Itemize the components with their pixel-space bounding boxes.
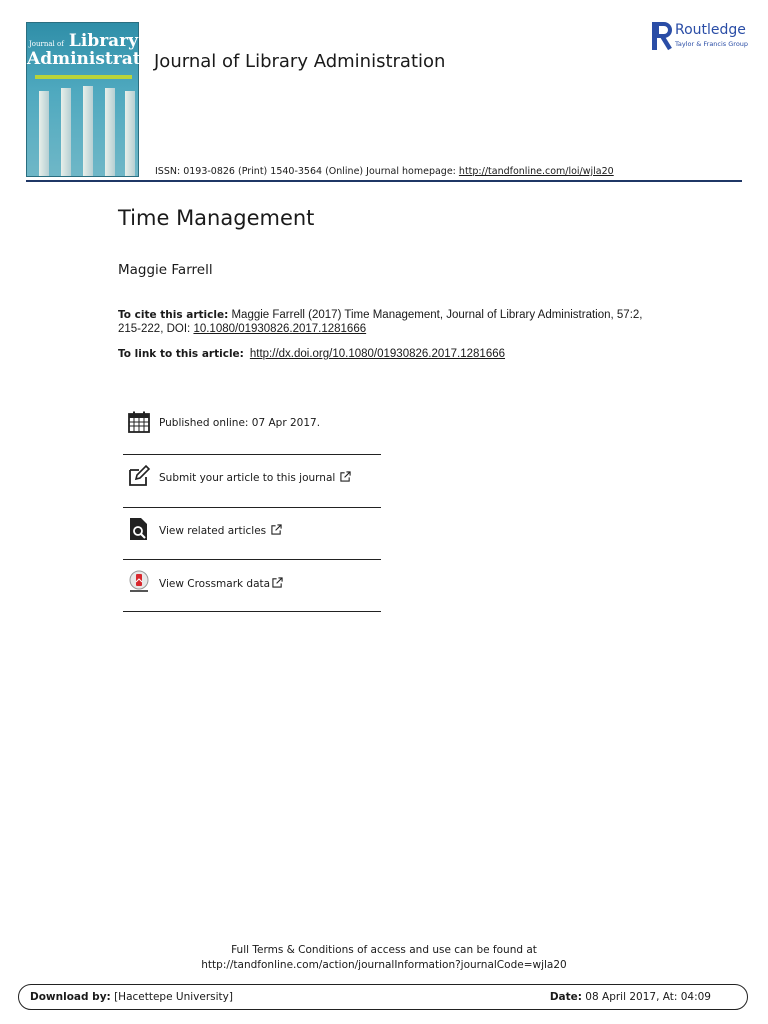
issn-line	[155, 166, 614, 177]
search-document-icon	[127, 517, 151, 541]
issn-text: ISSN: 0193-0826 (Print) 1540-3564 (Online) Journal homepage:	[155, 166, 459, 177]
journal-cover-image	[26, 22, 171, 177]
cite-label: To cite this article:	[118, 309, 229, 321]
article-link	[118, 348, 505, 360]
article-author: Maggie Farrell	[118, 262, 213, 278]
related-articles-row[interactable]	[123, 513, 381, 565]
download-date: Date: 08 April 2017, At: 04:09	[549, 991, 711, 1003]
header-rule	[26, 180, 742, 182]
submit-article-link[interactable]: Submit your article to this journal	[159, 471, 351, 484]
cover-column	[83, 86, 93, 176]
article-url-link[interactable]: http://dx.doi.org/10.1080/01930826.2017.1281666	[249, 348, 506, 360]
related-articles-link[interactable]: View related articles	[159, 524, 282, 537]
download-by: Download by: [Hacettepe University]	[30, 991, 233, 1003]
cite-text: Maggie Farrell (2017) Time Management, Journal of Library Administration, 57:2, 215-222, DOI:	[118, 309, 643, 335]
divider	[123, 559, 381, 560]
publisher-logo	[652, 22, 752, 52]
terms-notice	[0, 943, 768, 973]
cover-column	[39, 91, 49, 176]
cover-column	[61, 88, 71, 176]
article-title: Time Management	[118, 206, 315, 230]
cover-column	[125, 91, 135, 176]
published-online-text: Published online: 07 Apr 2017.	[159, 417, 321, 429]
doi-link[interactable]: 10.1080/01930826.2017.1281666	[193, 323, 367, 335]
routledge-r-icon	[652, 22, 672, 50]
external-link-icon	[272, 577, 283, 588]
download-footer	[18, 984, 748, 1010]
citation	[118, 308, 658, 336]
publisher-name: Routledge	[675, 22, 746, 38]
cover-bar	[35, 75, 132, 79]
edit-icon	[127, 464, 151, 488]
calendar-icon	[127, 410, 151, 434]
external-link-icon	[340, 471, 351, 482]
terms-line: Full Terms & Conditions of access and use can be found at	[231, 944, 537, 956]
cover-title: Journal of Library Administration	[27, 31, 171, 69]
divider	[123, 507, 381, 508]
journal-name: Journal of Library Administration	[154, 51, 446, 72]
publisher-group: Taylor & Francis Group	[675, 40, 749, 48]
divider	[123, 454, 381, 455]
journal-homepage-link[interactable]: http://tandfonline.com/loi/wjla20	[458, 166, 614, 177]
submit-article-row[interactable]	[123, 460, 381, 512]
published-online-row	[123, 406, 381, 458]
crossmark-link[interactable]: View Crossmark data	[159, 577, 283, 590]
divider	[123, 611, 381, 612]
terms-url[interactable]: http://tandfonline.com/action/journalInformation?journalCode=wjla20	[201, 959, 567, 971]
cover-column	[105, 88, 115, 176]
external-link-icon	[271, 524, 282, 535]
link-label: To link to this article:	[118, 348, 244, 360]
crossmark-icon	[127, 570, 151, 594]
